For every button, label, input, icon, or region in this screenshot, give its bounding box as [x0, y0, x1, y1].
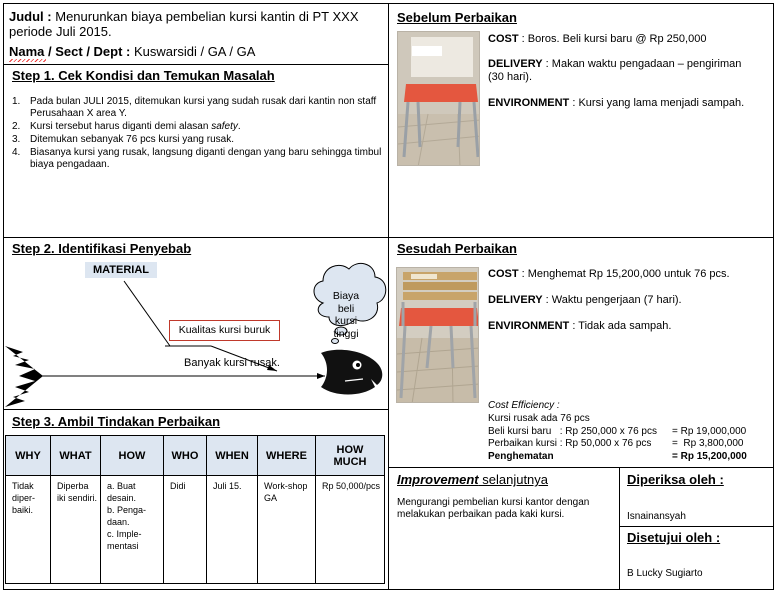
sesudah-cost: COST : Menghemat Rp 15,200,000 untuk 76 pcs. [488, 268, 730, 280]
cost-efficiency-title: Cost Efficiency : [488, 400, 560, 411]
column-header: WHERE [258, 436, 316, 476]
column-header: WHAT [51, 436, 101, 476]
table-row [6, 476, 385, 584]
spellcheck-squiggle [9, 59, 46, 62]
cost-efficiency-line-4-left: Penghematan [488, 451, 554, 462]
sebelum-cost: COST : Boros. Beli kursi baru @ Rp 250,000 [488, 33, 707, 45]
cause-box: Kualitas kursi buruk [169, 320, 280, 341]
step2-bottom-divider [3, 409, 389, 410]
fish-head-icon [321, 350, 382, 395]
material-box: MATERIAL [85, 262, 157, 278]
list-item: 1. Pada bulan JULI 2015, ditemukan kursi yang sudah rusak dari kantin non staff Perusahaan X area Y. [12, 96, 377, 119]
table-cell: a. Buat desain. b. Penga-daan. c. Imple-mentasi [101, 476, 164, 584]
table-header-row [6, 436, 385, 476]
list-item: 2. Kursi tersebut harus diganti demi alasan safety. [12, 121, 241, 132]
spine-label: Banyak kursi rusak. [184, 357, 280, 369]
sesudah-bottom-divider [388, 467, 774, 468]
nama-label: Nama / Sect / Dept : [9, 44, 131, 59]
list-item: 4. Biasanya kursi yang rusak, langsung diganti dengan yang baru sehingga timbul biaya pengadaan. [12, 147, 382, 170]
sebelum-environment: ENVIRONMENT : Kursi yang lama menjadi sampah. [488, 97, 745, 109]
step1-bottom-divider [3, 237, 774, 238]
approval-mid-divider [619, 526, 774, 527]
cost-efficiency-line-1: Kursi rusak ada 76 pcs [488, 413, 590, 424]
nama-line [9, 44, 384, 59]
sebelum-title: Sebelum Perbaikan [397, 10, 517, 25]
step2-title: Step 2. Identifikasi Penyebab [12, 241, 192, 256]
table-cell: Tidak diper-baiki. [6, 476, 51, 584]
header-divider [3, 64, 389, 65]
column-header: HOW MUCH [316, 436, 385, 476]
diperiksa-name: Isnainansyah [627, 511, 686, 522]
sesudah-delivery: DELIVERY : Waktu pengerjaan (7 hari). [488, 294, 682, 306]
cost-efficiency-line-3-right: = Rp 3,800,000 [672, 438, 744, 449]
column-header: WHEN [207, 436, 258, 476]
bubble-text: Biaya beli kursi tinggi [332, 290, 360, 340]
sesudah-title: Sesudah Perbaikan [397, 241, 517, 256]
column-header: WHO [164, 436, 207, 476]
diperiksa-title: Diperiksa oleh : [627, 472, 724, 487]
improvement-title: Improvement selanjutnya [397, 472, 549, 487]
column-header: HOW [101, 436, 164, 476]
action-plan-table [5, 435, 385, 584]
table-cell: Work-shop GA [258, 476, 316, 584]
nama-value: Kuswarsidi / GA / GA [134, 44, 256, 59]
cost-efficiency-line-3-left: Perbaikan kursi : Rp 50,000 x 76 pcs [488, 438, 652, 449]
column-header: WHY [6, 436, 51, 476]
disetujui-name: B Lucky Sugiarto [627, 568, 703, 579]
judul-line-2: periode Juli 2015. [9, 24, 112, 39]
improvement-text: Mengurangi pembelian kursi kantor dengan melakukan perbaikan pada kaki kursi. [397, 497, 590, 520]
chair-photo-after [396, 267, 479, 403]
disetujui-title: Disetujui oleh : [627, 530, 721, 545]
approval-divider [619, 467, 620, 590]
fish-tail-icon [5, 346, 43, 407]
table-cell: Didi [164, 476, 207, 584]
step1-list [12, 96, 382, 172]
table-cell: Diperba iki sendiri. [51, 476, 101, 584]
cost-efficiency-line-2-left: Beli kursi baru : Rp 250,000 x 76 pcs [488, 426, 657, 437]
cost-efficiency-line-2-right: = Rp 19,000,000 [672, 426, 747, 437]
sebelum-delivery: DELIVERY : Makan waktu pengadaan – pengiriman (30 hari). [488, 58, 742, 83]
sesudah-environment: ENVIRONMENT : Tidak ada sampah. [488, 320, 672, 332]
judul-label: Judul : [9, 9, 52, 24]
table-cell: Juli 15. [207, 476, 258, 584]
center-divider [388, 3, 389, 590]
chair-photo-before [397, 31, 480, 166]
cost-efficiency-line-4-right: = Rp 15,200,000 [672, 451, 747, 462]
table-cell: Rp 50,000/pcs [316, 476, 385, 584]
judul-text: Menurunkan biaya pembelian kursi kantin di PT XXX [55, 9, 359, 24]
list-item: 3. Ditemukan sebanyak 76 pcs kursi yang rusak. [12, 134, 234, 145]
step3-title: Step 3. Ambil Tindakan Perbaikan [12, 414, 221, 429]
judul-line [9, 9, 384, 24]
step1-title: Step 1. Cek Kondisi dan Temukan Masalah [12, 68, 275, 83]
